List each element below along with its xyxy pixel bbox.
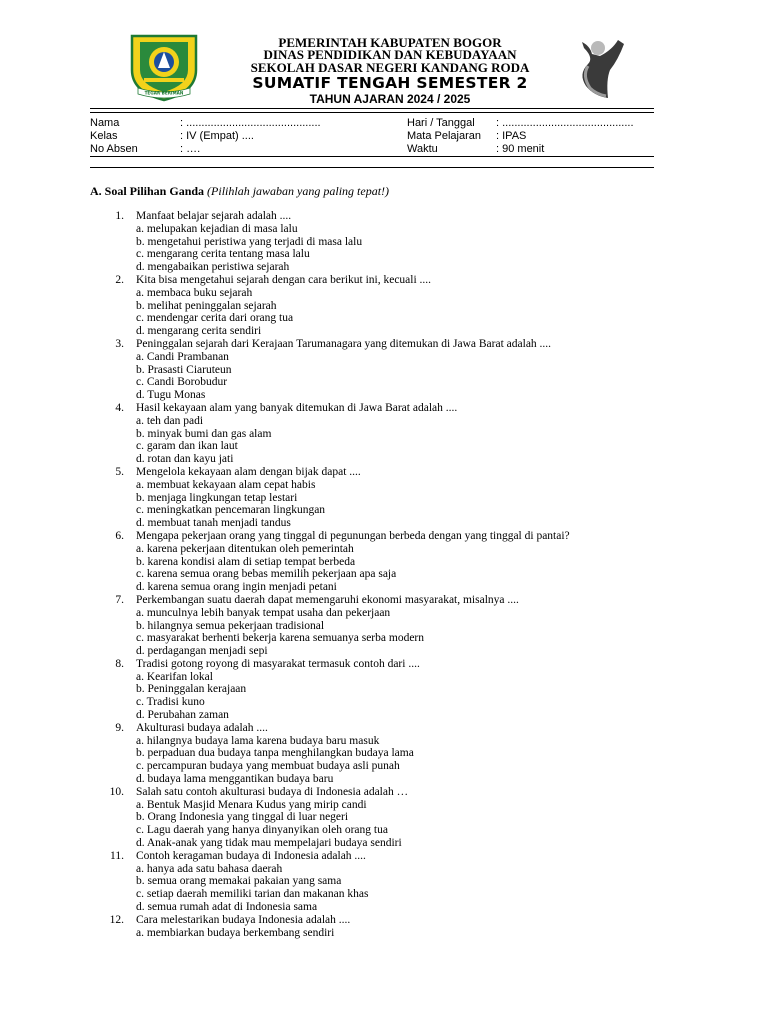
question-number: 3.: [115, 337, 124, 350]
question-line: [0, 274, 768, 287]
answer-options: [0, 415, 768, 466]
answer-option: a. membiarkan budaya berkembang sendiri: [136, 926, 335, 939]
school-logo: [572, 36, 634, 102]
academic-year: TAHUN AJARAN 2024 / 2025: [309, 92, 471, 107]
answer-option: d. karena semua orang ingin menjadi petani: [136, 581, 337, 594]
question-item: [0, 274, 768, 338]
question-text: Hasil kekayaan alam yang banyak ditemukan di Jawa Barat adalah ....: [136, 401, 458, 414]
government-name: PEMERINTAH KABUPATEN BOGOR: [278, 35, 502, 50]
answer-option: a. hanya ada satu bahasa daerah: [136, 862, 283, 875]
question-line: [0, 466, 768, 479]
answer-option: b. Peninggalan kerajaan: [136, 683, 247, 696]
section-title: A. Soal Pilihan Ganda: [90, 184, 205, 198]
answer-option: d. budaya lama menggantikan budaya baru: [136, 773, 334, 786]
answer-option: d. mengarang cerita sendiri: [136, 325, 262, 338]
identity-value: : ….: [180, 142, 201, 155]
question-item: [0, 338, 768, 402]
identity-value: : 90 menit: [496, 142, 545, 155]
answer-option: b. perpaduan dua budaya tanpa menghilangkan budaya lama: [136, 747, 414, 760]
question-line: [0, 338, 768, 351]
question-line: [0, 786, 768, 799]
answer-option: a. membaca buku sejarah: [136, 286, 253, 299]
question-item: [0, 850, 768, 914]
answer-option: d. membuat tanah menjadi tandus: [136, 517, 291, 530]
answer-option: a. membuat kekayaan alam cepat habis: [136, 478, 316, 491]
identity-row-name: [90, 117, 390, 130]
identity-row-time: [407, 143, 667, 156]
answer-option: c. meningkatkan pencemaran lingkungan: [136, 504, 326, 517]
identity-divider: [90, 156, 654, 157]
question-text: Kita bisa mengetahui sejarah dengan cara berikut ini, kecuali ....: [136, 273, 432, 286]
answer-options: [0, 543, 768, 594]
question-number: 10.: [109, 785, 124, 798]
identity-label: Nama: [90, 117, 120, 129]
question-item: [0, 466, 768, 530]
question-text: Tradisi gotong royong di masyarakat termasuk contoh dari ....: [136, 657, 420, 670]
kabupaten-bogor-logo: [128, 30, 200, 102]
exam-identity: [407, 117, 667, 155]
answer-option: b. semua orang memakai pakaian yang sama: [136, 875, 342, 888]
question-text: Akulturasi budaya adalah ....: [136, 721, 268, 734]
identity-row-date: [407, 117, 667, 130]
identity-row-class: [90, 130, 390, 143]
question-text: Mengelola kekayaan alam dengan bijak dapat ....: [136, 465, 361, 478]
question-number: 12.: [109, 913, 124, 926]
question-number: 2.: [115, 273, 124, 286]
answer-option: a. karena pekerjaan ditentukan oleh pemerintah: [136, 542, 354, 555]
answer-option: d. semua rumah adat di Indonesia sama: [136, 901, 318, 914]
identity-label: No Absen: [90, 142, 138, 155]
question-text: Contoh keragaman budaya di Indonesia adalah ....: [136, 849, 366, 862]
question-item: [0, 786, 768, 850]
answer-option: d. perdagangan menjadi sepi: [136, 645, 268, 658]
section-heading: [90, 184, 389, 199]
svg-text:TEGAR BERIMAN: TEGAR BERIMAN: [144, 90, 184, 96]
answer-option: c. karena semua orang bebas memilih pekerjaan apa saja: [136, 568, 397, 581]
answer-options: [0, 735, 768, 786]
question-number: 5.: [115, 465, 124, 478]
question-item: [0, 722, 768, 786]
answer-option: a. hilangnya budaya lama karena budaya baru masuk: [136, 734, 380, 747]
answer-option: c. masyarakat berhenti bekerja karena semuanya serba modern: [136, 632, 424, 645]
answer-option: c. percampuran budaya yang membuat budaya asli punah: [136, 760, 400, 773]
question-text: Peninggalan sejarah dari Kerajaan Tarumanagara yang ditemukan di Jawa Barat adalah ....: [136, 337, 552, 350]
answer-option: b. melihat peninggalan sejarah: [136, 299, 277, 312]
question-number: 6.: [115, 529, 124, 542]
exam-title: SUMATIF TENGAH SEMESTER 2: [252, 74, 528, 93]
answer-option: c. mengarang cerita tentang masa lalu: [136, 248, 310, 261]
answer-option: a. Bentuk Masjid Menara Kudus yang mirip candi: [136, 798, 367, 811]
identity-value: : IPAS: [496, 129, 527, 142]
answer-option: d. Anak-anak yang tidak mau mempelajari budaya sendiri: [136, 837, 402, 850]
question-item: [0, 210, 768, 274]
identity-row-subject: [407, 130, 667, 143]
answer-option: d. rotan dan kayu jati: [136, 453, 234, 466]
question-text: Perkembangan suatu daerah dapat memengaruhi ekonomi masyarakat, misalnya ....: [136, 593, 519, 606]
question-number: 11.: [110, 849, 124, 862]
identity-label: Waktu: [407, 142, 438, 155]
answer-option: b. Prasasti Ciaruteun: [136, 363, 232, 376]
question-line: [0, 530, 768, 543]
question-number: 4.: [115, 401, 124, 414]
answer-option: a. Candi Prambanan: [136, 350, 229, 363]
answer-options: [0, 927, 768, 940]
answer-option: b. Orang Indonesia yang tinggal di luar negeri: [136, 811, 349, 824]
answer-option: d. Tugu Monas: [136, 389, 206, 402]
answer-option: a. melupakan kejadian di masa lalu: [136, 222, 298, 235]
answer-option: a. teh dan padi: [136, 414, 204, 427]
answer-options: [0, 671, 768, 722]
question-number: 9.: [115, 721, 124, 734]
answer-option: c. Tradisi kuno: [136, 696, 205, 709]
question-text: Manfaat belajar sejarah adalah ....: [136, 210, 292, 222]
identity-value: : IV (Empat) ....: [180, 129, 254, 142]
answer-options: [0, 351, 768, 402]
question-item: [0, 658, 768, 722]
header-divider: [90, 108, 654, 109]
answer-option: c. mendengar cerita dari orang tua: [136, 312, 294, 325]
answer-option: a. munculnya lebih banyak tempat usaha dan pekerjaan: [136, 606, 391, 619]
answer-option: b. minyak bumi dan gas alam: [136, 427, 272, 440]
answer-option: b. mengetahui peristiwa yang terjadi di masa lalu: [136, 235, 363, 248]
question-line: [0, 402, 768, 415]
question-number: 7.: [115, 593, 124, 606]
answer-options: [0, 607, 768, 658]
question-item: [0, 402, 768, 466]
question-item: [0, 914, 768, 940]
question-text: Salah satu contoh akulturasi budaya di Indonesia adalah …: [136, 785, 409, 798]
question-line: [0, 722, 768, 735]
identity-label: Mata Pelajaran: [407, 129, 481, 142]
answer-option: d. Perubahan zaman: [136, 709, 229, 722]
identity-label: Hari / Tanggal: [407, 117, 475, 129]
question-list: [0, 210, 768, 939]
identity-row-number: [90, 143, 390, 156]
answer-option: c. setiap daerah memiliki tarian dan makanan khas: [136, 888, 369, 901]
answer-option: c. garam dan ikan laut: [136, 440, 238, 453]
identity-value: : ............................................: [180, 117, 321, 129]
answer-option: a. Kearifan lokal: [136, 670, 213, 683]
question-line: [0, 594, 768, 607]
answer-option: d. mengabaikan peristiwa sejarah: [136, 261, 290, 274]
section-instruction: (Pilihlah jawaban yang paling tepat!): [207, 184, 390, 198]
answer-options: [0, 479, 768, 530]
school-name: SEKOLAH DASAR NEGERI KANDANG RODA: [250, 59, 530, 75]
answer-option: c. Candi Borobudur: [136, 376, 228, 389]
question-item: [0, 594, 768, 658]
question-line: [0, 658, 768, 671]
question-line: [0, 850, 768, 863]
answer-option: b. menjaga lingkungan tetap lestari: [136, 491, 298, 504]
student-identity: [90, 117, 390, 155]
identity-divider-bottom: [90, 167, 654, 168]
answer-option: b. karena kondisi alam di setiap tempat berbeda: [136, 555, 356, 568]
question-item: [0, 530, 768, 594]
question-text: Mengapa pekerjaan orang yang tinggal di pegunungan berbeda dengan yang tinggal di pantai?: [136, 529, 570, 542]
answer-options: [0, 223, 768, 274]
answer-options: [0, 287, 768, 338]
question-text: Cara melestarikan budaya Indonesia adalah ....: [136, 913, 351, 926]
question-line: [0, 210, 768, 223]
answer-option: b. hilangnya semua pekerjaan tradisional: [136, 619, 325, 632]
question-number: 8.: [115, 657, 124, 670]
answer-options: [0, 799, 768, 850]
department-name: DINAS PENDIDIKAN DAN KEBUDAYAAN: [263, 47, 517, 63]
identity-label: Kelas: [90, 129, 118, 142]
header-divider-thin: [90, 112, 654, 113]
question-number: 1.: [115, 210, 124, 222]
letterhead: [220, 37, 560, 106]
identity-value: : ...........................................: [496, 117, 634, 129]
answer-option: c. Lagu daerah yang hanya dinyanyikan oleh orang tua: [136, 824, 388, 837]
question-line: [0, 914, 768, 927]
answer-options: [0, 863, 768, 914]
